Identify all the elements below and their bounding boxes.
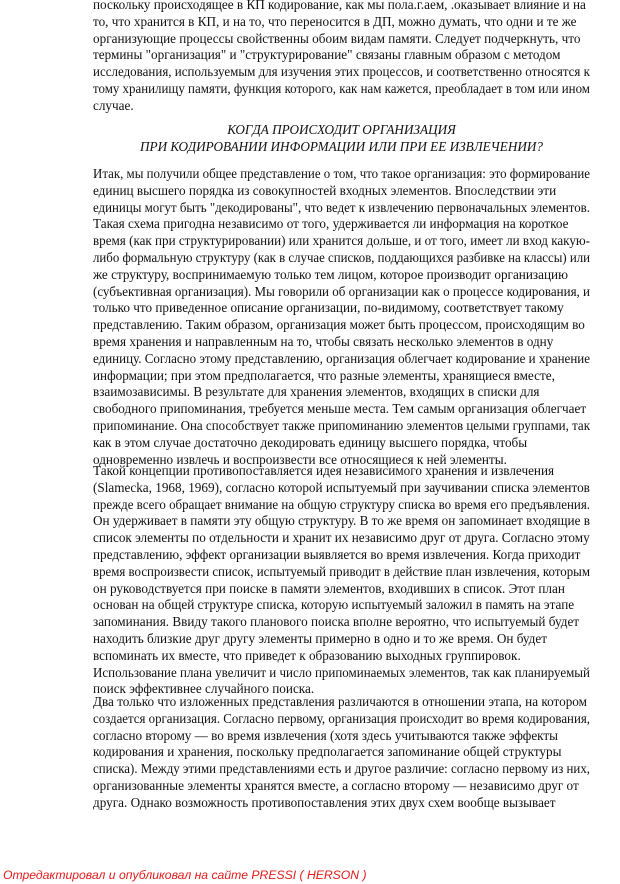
paragraph-2	[93, 166, 590, 468]
text-line: основан на общей структуре списка, которую испытуемый заложил в память на этапе	[93, 597, 575, 613]
text-line: единицы могут быть "декодированы", что ведет к извлечению первоначальных элементов.	[93, 199, 590, 215]
text-line: организующие процессы свойственны обоим видам памяти. Следует подчеркнуть, что	[93, 30, 581, 46]
text-line: организованные элементы хранятся вместе, а согласно второму — независимо друг от	[93, 777, 579, 793]
section-heading-line-1: КОГДА ПРОИСХОДИТ ОРГАНИЗАЦИЯ	[227, 122, 456, 137]
text-line: случае.	[93, 97, 134, 113]
text-line: исследования, используемым для изучения этих процессов, и соответственно относятся к	[93, 64, 590, 80]
text-line: информации; при этом предполагается, что разные элементы, хранящиеся вместе,	[93, 367, 555, 383]
text-line: время (как при структурировании) или хранится дольше, и от того, имеет ли вход какую-	[93, 233, 591, 249]
text-line: либо формальную структуру (как в случае списков, поддающихся разбивке на классы) или	[93, 249, 590, 265]
paragraph-3	[93, 463, 590, 698]
section-heading-line-2: ПРИ КОДИРОВАНИИ ИНФОРМАЦИИ ИЛИ ПРИ ЕЕ ИЗВЛЕЧЕНИИ?	[140, 138, 543, 154]
text-line: Он удерживает в памяти эту общую структуру. В то же время он запоминает входящие в	[93, 513, 590, 529]
text-line: представлению, эффект организации выявляется во время извлечения. Когда приходит	[93, 546, 581, 562]
text-line: создается организация. Согласно первому, организация происходит во время кодирования,	[93, 710, 591, 726]
text-line: поскольку происходящее в КП кодирование, как мы пола.г.аем, .оказывает влияние и на	[93, 0, 586, 12]
text-line: единицу. Согласно этому представлению, организация облегчает кодирование и хранение	[93, 350, 591, 366]
text-line: как в этом случае достаточно декодировать единицу высшего порядка, чтобы	[93, 434, 528, 450]
text-line: (Slamecka, 1968, 1969), согласно которой испытуемый при заучивании списка элементов	[93, 479, 590, 495]
text-line: же структуру, воспринимаемую только тем лицом, которое производит организацию	[93, 266, 568, 282]
text-line: друга. Однако возможность противопоставления этих двух схем вообще вызывает	[93, 794, 556, 810]
text-line: (субъективная организация). Мы говорили об организации как о процессе кодирования, и	[93, 283, 591, 299]
text-line: взаимозависимы. В результате для хранения элементов, входящих в списки для	[93, 384, 540, 400]
text-line: согласно второму — во время извлечения (хотя здесь учитываются также эффекты	[93, 727, 559, 743]
footer-credit: Отредактировал и опубликовал на сайте PRESSI ( HERSON )	[3, 868, 367, 882]
text-line: поиск эффективнее случайного поиска.	[93, 681, 315, 697]
text-line: он руководствуется при поиске в памяти элементов, входивших в список. Этот план	[93, 580, 565, 596]
text-line: запоминания. Ввиду такого планового поиска вполне вероятно, что испытуемый будет	[93, 614, 580, 630]
text-line: прежде всего обращает внимание на общую структуру списка во время его предъявления.	[93, 496, 591, 512]
text-line: припоминание. Она способствует также припоминанию элементов целыми группами, так	[93, 417, 591, 433]
text-line: время хранения и направленным на то, чтобы связать несколько элементов в одну	[93, 333, 554, 349]
text-line: кодирования и хранения, поскольку предполагается запоминание общей структуры	[93, 744, 562, 760]
text-line: список элементы по отдельности и хранит их независимо друг от друга. Согласно этому	[93, 530, 590, 546]
text-line: то, что хранится в КП, и на то, что переносится в ДП, можно думать, что одни и те же	[93, 13, 577, 29]
text-line: одновременно извлечь и воспроизвести все относящиеся к ней элементы.	[93, 451, 507, 467]
paragraph-top	[93, 0, 590, 115]
text-line: Такой концепции противопоставляется идея независимого хранения и извлечения	[93, 463, 555, 478]
text-line: тому хранилищу памяти, функция которого, как нам кажется, преобладает в том или ином	[93, 80, 590, 96]
paragraph-4	[93, 694, 590, 812]
section-heading	[93, 122, 590, 156]
text-line: Итак, мы получили общее представление о том, что такое организация: это формирование	[93, 166, 590, 181]
text-line: свободного припоминания, требуется меньше места. Тем самым организация облегчает	[93, 401, 587, 417]
text-line: находить близкие друг другу элементы примерно в одно и то же время. Он будет	[93, 630, 547, 646]
text-line: вспоминать их вместе, что приведет к образованию выходных группировок.	[93, 647, 521, 663]
text-line: представлению. Таким образом, организация может быть процессом, происходящим во	[93, 317, 585, 333]
text-line: только что приведенное описание организации, по-видимому, соответствует такому	[93, 300, 564, 316]
text-line: единиц высшего порядка из совокупностей входных элементов. Впоследствии эти	[93, 182, 557, 198]
text-line: Использование плана увеличит и число припоминаемых элементов, так как планируемый	[93, 664, 590, 680]
text-line: Два только что изложенных представления различаются в отношении этапа, на котором	[93, 694, 587, 709]
text-line: Такая схема пригодна независимо от того, удерживается ли информация на короткое	[93, 216, 569, 232]
text-line: списка). Между этими представлениями есть и другое различие: согласно первому из них,	[93, 761, 591, 777]
text-line: время воспроизвести список, испытуемый приводит в действие план извлечения, которым	[93, 563, 590, 579]
text-line: термины "организация" и "структурирование" связаны главным образом с методом	[93, 47, 561, 63]
